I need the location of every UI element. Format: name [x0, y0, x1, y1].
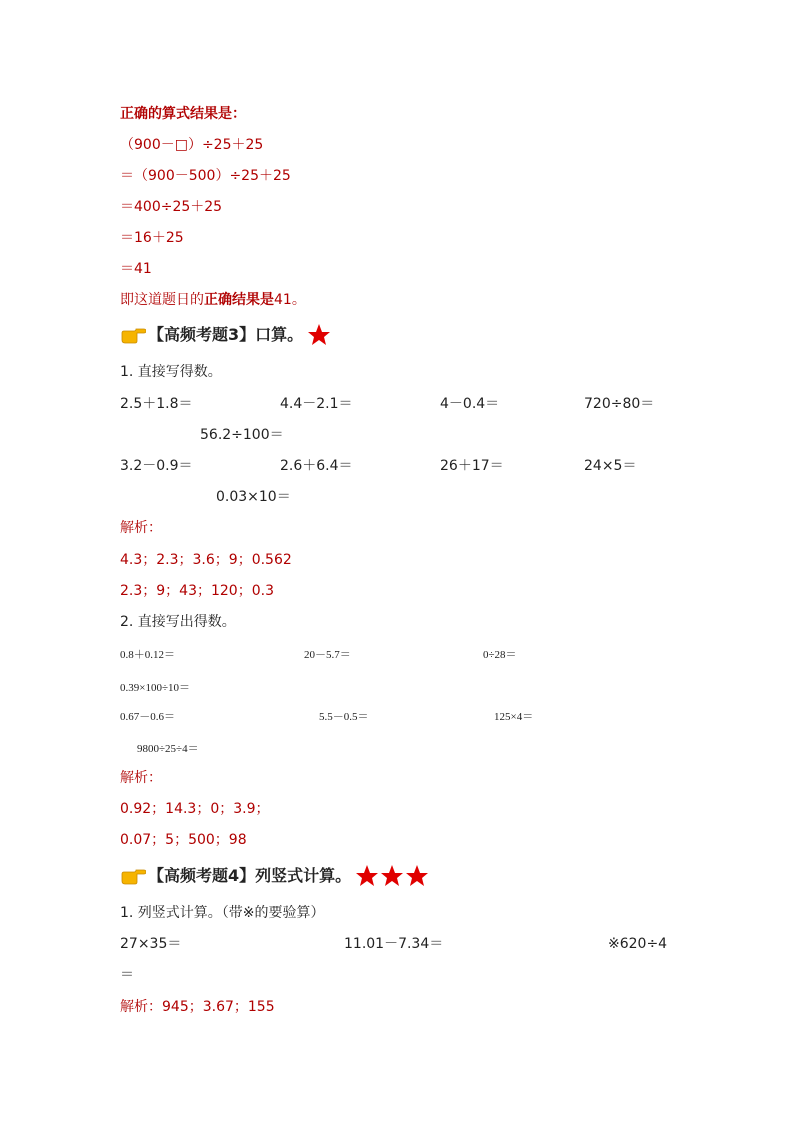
- s4q1-analysis: [120, 997, 275, 1017]
- s3q1-r1-5: 56.2÷100＝: [200, 427, 284, 443]
- s3q2-r2-2: 5.5－0.5＝: [319, 711, 369, 723]
- pointing-hand-icon: [120, 866, 146, 886]
- star-icon: [307, 323, 331, 347]
- intro-step-4: ＝16＋25: [120, 230, 184, 246]
- section4-title: 【高频考题4】列竖式计算。: [148, 866, 352, 885]
- s3q1-label: 1. 直接写得数。: [120, 364, 222, 380]
- section3-header: [120, 323, 332, 347]
- intro-step-2: ＝（900－500）÷25＋25: [120, 168, 291, 184]
- s3q1-analysis-label: 解析：: [120, 520, 162, 536]
- s3q1-r1-4: 720÷80＝: [584, 396, 655, 412]
- conclusion-value: 41: [274, 292, 292, 308]
- s3q2-r1-3: 0÷28＝: [483, 649, 517, 661]
- s3q2-r1-1: 0.8＋0.12＝: [120, 649, 175, 661]
- s4q1-item-1: 27×35＝: [120, 936, 182, 952]
- s3q1-r2-3: 26＋17＝: [440, 458, 504, 474]
- s3q2-analysis-label: 解析：: [120, 770, 162, 786]
- s3q1-answers-1: 4.3；2.3；3.6；9；0.562: [120, 552, 292, 568]
- s3q1-r2-5: 0.03×10＝: [216, 489, 291, 505]
- section3-stars: [307, 323, 332, 347]
- conclusion-end: 。: [291, 292, 306, 308]
- s4q1-analysis-label: 解析：: [120, 999, 162, 1015]
- intro-label: 正确的算式结果是：: [120, 106, 246, 122]
- s3q1-r1-3: 4－0.4＝: [440, 396, 500, 412]
- s3q1-r2-4: 24×5＝: [584, 458, 637, 474]
- s4q1-item-cont: ＝: [120, 967, 134, 983]
- conclusion-pre: 即这道题日的: [120, 292, 204, 308]
- s3q2-answers-1: 0.92；14.3；0；3.9；: [120, 801, 270, 817]
- s4q1-answers: 945；3.67；155: [162, 999, 275, 1015]
- s3q1-r2-2: 2.6＋6.4＝: [280, 458, 353, 474]
- intro-step-3: ＝400÷25＋25: [120, 199, 223, 215]
- s3q2-answers-2: 0.07；5；500；98: [120, 832, 247, 848]
- star-icon: [405, 864, 429, 888]
- star-icon: [380, 864, 404, 888]
- s3q2-r2-3: 125×4＝: [494, 711, 534, 723]
- s3q2-r2-4: 9800÷25÷4＝: [137, 743, 199, 755]
- s3q2-label: 2. 直接写出得数。: [120, 614, 236, 630]
- s3q2-r2-1: 0.67－0.6＝: [120, 711, 175, 723]
- s3q1-r2-1: 3.2－0.9＝: [120, 458, 193, 474]
- intro-step-5: ＝41: [120, 261, 152, 277]
- s3q1-r1-2: 4.4－2.1＝: [280, 396, 353, 412]
- intro-conclusion: [120, 290, 306, 310]
- section4-header: [120, 864, 430, 888]
- s3q1-r1-1: 2.5＋1.8＝: [120, 396, 193, 412]
- s4q1-label: 1. 列竖式计算。（带※的要验算）: [120, 905, 325, 921]
- s3q2-r1-4: 0.39×100÷10＝: [120, 682, 190, 694]
- star-icon: [355, 864, 379, 888]
- s3q2-r1-2: 20－5.7＝: [304, 649, 351, 661]
- s3q1-answers-2: 2.3；9；43；120；0.3: [120, 583, 274, 599]
- intro-step-1: （900－□）÷25＋25: [120, 137, 264, 153]
- section4-stars: [355, 864, 430, 888]
- conclusion-bold: 正确结果是: [204, 292, 274, 308]
- s4q1-item-3: ※620÷4: [608, 936, 668, 952]
- pointing-hand-icon: [120, 325, 146, 345]
- s4q1-item-2: 11.01－7.34＝: [344, 936, 444, 952]
- section3-title: 【高频考题3】口算。: [148, 325, 304, 344]
